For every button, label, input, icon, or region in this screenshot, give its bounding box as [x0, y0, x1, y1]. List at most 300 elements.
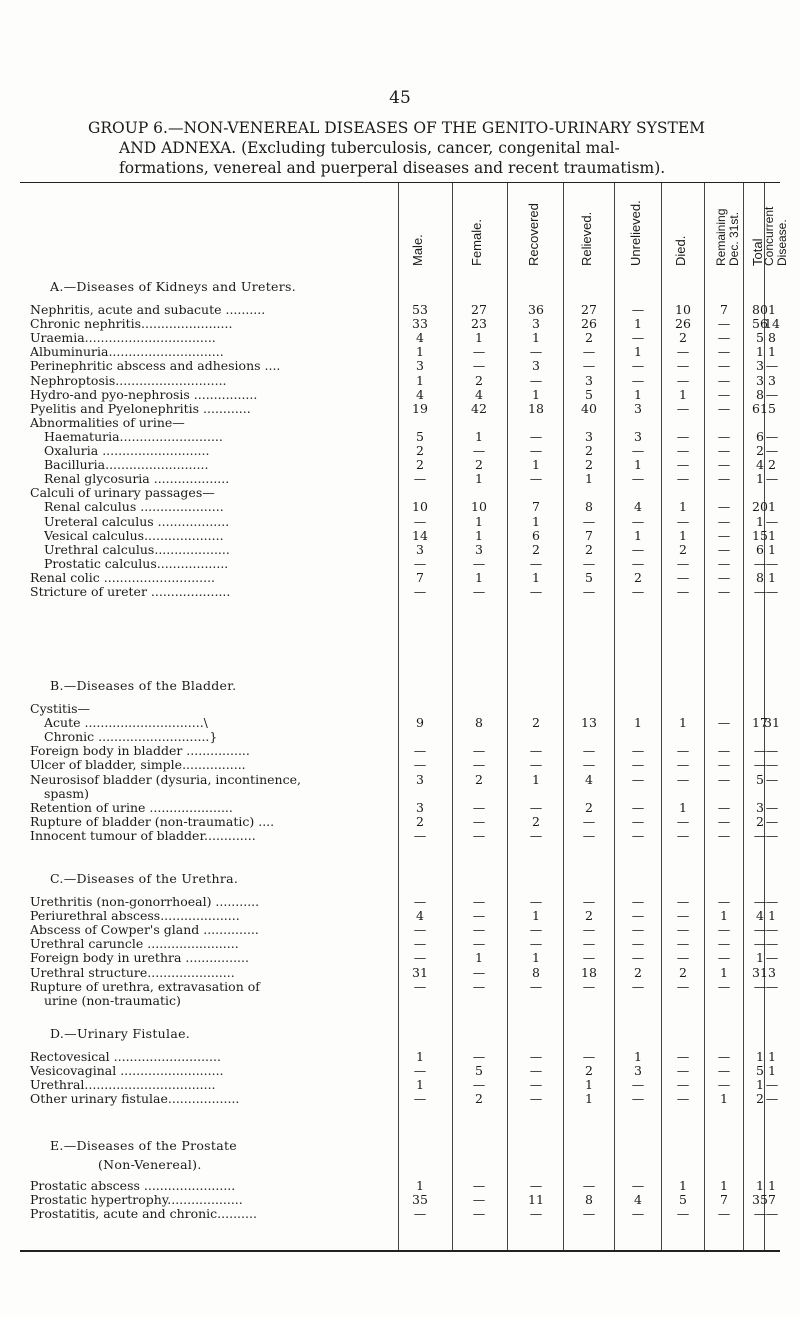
table-cell: 2 — [416, 813, 424, 829]
table-cell: 23 — [471, 316, 487, 332]
row-label: Urethritis (non-gonorrhoeal) ........... — [30, 895, 260, 909]
table-cell: — — [472, 555, 486, 571]
column-header: Female. — [469, 219, 484, 266]
table-cell: 10 — [471, 499, 487, 515]
table-cell: — — [529, 894, 543, 909]
table-cell: 1 — [634, 1049, 642, 1064]
table-cell: — — [631, 936, 645, 952]
table-cell: 1 — [475, 950, 483, 966]
table-cell: — — [765, 799, 779, 815]
row-label: Neurosisof bladder (dysuria, incontinence, — [30, 772, 301, 787]
table-cell: — — [717, 428, 731, 444]
table-cell: 3 — [532, 358, 540, 374]
row-label: Perinephritic abscess and adhesions .... — [30, 359, 281, 374]
table-cell: — — [631, 978, 645, 994]
table-cell: 1 — [475, 471, 483, 487]
column-header: Total — [750, 238, 765, 266]
table-cell: — — [676, 471, 690, 487]
table-cell: 1 — [768, 527, 776, 543]
table-cell: — — [631, 555, 645, 571]
title-line-1: GROUP 6.—NON-VENEREAL DISEASES OF THE GENITO-URINARY SYSTEM — [88, 119, 706, 137]
row-label: Ureteral calculus .................. — [44, 514, 230, 529]
table-cell: — — [529, 922, 543, 938]
table-cell: 1 — [768, 541, 776, 557]
table-cell: — — [472, 799, 486, 815]
table-cell: — — [582, 950, 596, 966]
column-header: Male. — [410, 234, 425, 266]
table-cell: 2 — [475, 771, 483, 787]
table-cell: 10 — [412, 499, 428, 515]
row-label: Foreign body in urethra ................ — [30, 951, 249, 966]
table-cell: — — [529, 1091, 543, 1107]
row-label: urine (non-traumatic) — [44, 993, 181, 1008]
table-cell: 1 — [585, 471, 593, 487]
table-cell: 11 — [528, 1192, 544, 1208]
row-label: Pyelitis and Pyelonephritis ............ — [30, 401, 251, 416]
table-cell: 2 — [585, 330, 593, 346]
table-cell: — — [717, 457, 731, 473]
table-cell: 6 — [756, 428, 764, 444]
table-cell: 1 — [532, 386, 540, 402]
table-cell: 20 — [752, 499, 768, 515]
table-cell: — — [753, 757, 767, 773]
table-cell: 31 — [752, 964, 768, 980]
table-cell: 7 — [768, 1192, 776, 1208]
section-heading: B.—Diseases of the Bladder. — [50, 678, 237, 693]
table-cell: 5 — [756, 330, 764, 346]
table-cell: 1 — [768, 499, 776, 515]
table-cell: 1 — [768, 302, 776, 317]
table-cell: 1 — [475, 513, 483, 529]
table-cell: — — [529, 372, 543, 388]
table-cell: — — [765, 743, 779, 759]
table-cell: — — [582, 743, 596, 759]
row-label: Vesical calculus.................... — [44, 528, 224, 543]
table-cell: — — [676, 344, 690, 360]
table-cell: — — [676, 513, 690, 529]
table-cell: — — [631, 1077, 645, 1093]
top-rule — [20, 182, 780, 183]
section-heading: E.—Diseases of the Prostate — [50, 1138, 237, 1153]
table-cell: 5 — [475, 1063, 483, 1079]
bottom-rule — [20, 1250, 780, 1252]
table-cell: — — [472, 813, 486, 829]
table-cell: — — [753, 555, 767, 571]
table-cell: 3 — [756, 799, 764, 815]
row-label: Renal colic ............................ — [30, 570, 216, 585]
table-cell: — — [582, 1206, 596, 1222]
table-cell: 8 — [756, 569, 764, 585]
table-cell: — — [529, 1063, 543, 1079]
table-cell: — — [717, 555, 731, 571]
table-cell: 13 — [581, 715, 597, 731]
table-cell: — — [413, 1091, 427, 1107]
table-cell: 8 — [585, 499, 593, 515]
row-label: Urethral caruncle ....................... — [30, 937, 239, 952]
table-cell: — — [765, 584, 779, 599]
table-cell: — — [472, 908, 486, 924]
column-separator — [507, 183, 508, 1250]
table-cell: — — [631, 471, 645, 487]
table-cell: — — [472, 584, 486, 599]
table-cell: — — [676, 1049, 690, 1064]
table-cell: — — [717, 715, 731, 731]
table-cell: — — [717, 1077, 731, 1093]
table-cell: — — [529, 443, 543, 458]
table-cell: — — [631, 813, 645, 829]
table-cell: 4 — [756, 457, 764, 473]
table-cell: — — [582, 922, 596, 938]
table-cell: — — [676, 400, 690, 416]
table-cell: 2 — [756, 813, 764, 829]
table-cell: 2 — [416, 457, 424, 473]
table-cell: — — [413, 894, 427, 909]
table-cell: 1 — [679, 386, 687, 402]
row-label: Retention of urine ..................... — [30, 800, 233, 815]
table-cell: — — [631, 330, 645, 346]
table-cell: 27 — [471, 302, 487, 317]
table-cell: 4 — [416, 386, 424, 402]
table-cell: — — [529, 428, 543, 444]
table-cell: — — [676, 428, 690, 444]
table-cell: — — [676, 358, 690, 374]
column-header: Relieved. — [579, 211, 594, 266]
column-separator — [452, 183, 453, 1250]
table-cell: 19 — [412, 400, 428, 416]
table-cell: 2 — [679, 964, 687, 980]
table-cell: — — [676, 1091, 690, 1107]
row-label: Albuminuria............................. — [30, 345, 224, 360]
row-label: Prostatitis, acute and chronic.......... — [30, 1207, 257, 1222]
table-cell: 10 — [675, 302, 691, 317]
section-heading: C.—Diseases of the Urethra. — [50, 871, 239, 886]
row-label: Chronic nephritis....................... — [30, 317, 233, 332]
table-cell: — — [631, 513, 645, 529]
table-cell: — — [582, 513, 596, 529]
table-cell: — — [413, 950, 427, 966]
table-cell: 8 — [475, 715, 483, 731]
table-cell: 1 — [634, 457, 642, 473]
table-cell: — — [717, 443, 731, 458]
table-cell: — — [765, 428, 779, 444]
row-label: Ulcer of bladder, simple................ — [30, 758, 246, 773]
table-cell: 42 — [471, 400, 487, 416]
table-cell: 1 — [585, 1077, 593, 1093]
row-label: Stricture of ureter .................... — [30, 585, 231, 599]
page-title — [88, 118, 788, 178]
table-cell: 33 — [412, 316, 428, 332]
table-cell: 1 — [768, 344, 776, 360]
row-label: Renal glycosuria ................... — [44, 472, 230, 487]
table-cell: — — [765, 555, 779, 571]
table-cell: — — [529, 584, 543, 599]
table-cell: 2 — [585, 1063, 593, 1079]
table-cell: 1 — [756, 1049, 764, 1064]
table-cell: 40 — [581, 400, 597, 416]
table-cell: — — [631, 743, 645, 759]
row-label: Bacilluria.......................... — [44, 458, 209, 473]
table-cell: — — [765, 950, 779, 966]
row-label: Renal calculus ..................... — [44, 500, 224, 515]
table-cell: 1 — [475, 569, 483, 585]
table-cell: 3 — [475, 541, 483, 557]
table-cell: 1 — [679, 715, 687, 731]
table-cell: — — [765, 443, 779, 458]
row-label: Prostatic hypertrophy................... — [30, 1193, 243, 1208]
section-heading: A.—Diseases of Kidneys and Ureters. — [50, 279, 297, 294]
row-label: Urethral calculus................... — [44, 542, 230, 557]
table-cell: — — [676, 813, 690, 829]
table-cell: — — [717, 894, 731, 909]
table-cell: 5 — [679, 1192, 687, 1208]
table-cell: — — [753, 827, 767, 843]
table-cell: — — [529, 743, 543, 759]
table-cell: 1 — [416, 1077, 424, 1093]
table-cell: 1 — [634, 527, 642, 543]
row-label: Rupture of urethra, extravasation of — [30, 979, 260, 994]
table-cell: 5 — [756, 771, 764, 787]
table-cell: — — [413, 555, 427, 571]
table-cell: 1 — [756, 1178, 764, 1193]
table-cell: — — [717, 372, 731, 388]
table-cell: — — [717, 316, 731, 332]
table-cell: — — [631, 799, 645, 815]
table-cell: 7 — [720, 1192, 728, 1208]
table-cell: — — [753, 894, 767, 909]
section-heading: D.—Urinary Fistulae. — [50, 1026, 191, 1041]
table-cell: — — [717, 386, 731, 402]
table-cell: 7 — [585, 527, 593, 543]
row-label: Urethral structure...................... — [30, 965, 235, 980]
table-cell: — — [717, 527, 731, 543]
table-cell: — — [717, 541, 731, 557]
table-cell: — — [676, 908, 690, 924]
table-cell: — — [472, 757, 486, 773]
table-cell: — — [631, 584, 645, 599]
table-cell: 3 — [634, 1063, 642, 1079]
table-cell: — — [472, 1049, 486, 1064]
table-cell: 3 — [532, 316, 540, 332]
table-cell: — — [529, 1049, 543, 1064]
table-cell: — — [765, 513, 779, 529]
table-cell: — — [472, 1192, 486, 1208]
table-cell: — — [472, 1077, 486, 1093]
table-cell: — — [631, 1091, 645, 1107]
table-cell: — — [717, 743, 731, 759]
table-cell: — — [676, 1063, 690, 1079]
row-label: Foreign body in bladder ................ — [30, 744, 250, 759]
table-cell: — — [717, 978, 731, 994]
table-cell: 1 — [532, 908, 540, 924]
table-cell: 2 — [585, 799, 593, 815]
table-cell: — — [717, 1206, 731, 1222]
table-cell: 4 — [634, 499, 642, 515]
table-cell: — — [631, 372, 645, 388]
table-cell: 1 — [634, 316, 642, 332]
table-cell: 1 — [475, 428, 483, 444]
table-cell: — — [413, 513, 427, 529]
row-label: Other urinary fistulae.................. — [30, 1092, 240, 1107]
table-cell: 56 — [752, 316, 768, 332]
table-cell: 1 — [532, 513, 540, 529]
table-cell: 14 — [764, 316, 780, 332]
row-label: Uraemia................................. — [30, 331, 216, 346]
table-cell: — — [529, 1077, 543, 1093]
table-cell: 1 — [756, 1077, 764, 1093]
table-cell: — — [413, 1063, 427, 1079]
table-cell: 5 — [585, 386, 593, 402]
table-cell: — — [676, 978, 690, 994]
table-cell: — — [676, 922, 690, 938]
table-cell: — — [717, 827, 731, 843]
table-cell: — — [717, 813, 731, 829]
table-cell: 2 — [679, 330, 687, 346]
table-cell: 3 — [416, 358, 424, 374]
table-cell: — — [717, 358, 731, 374]
table-cell: — — [472, 1178, 486, 1193]
table-cell: — — [631, 894, 645, 909]
table-cell: — — [582, 827, 596, 843]
column-header: Unrelieved. — [628, 200, 643, 266]
table-cell: 2 — [756, 443, 764, 458]
table-cell: 4 — [634, 1192, 642, 1208]
row-label: Abscess of Cowper's gland .............. — [30, 923, 259, 938]
table-cell: 36 — [528, 302, 544, 317]
table-cell: — — [582, 1178, 596, 1193]
table-cell: — — [631, 358, 645, 374]
row-label: Nephritis, acute and subacute .......... — [30, 303, 266, 317]
table-cell: — — [472, 743, 486, 759]
table-cell: — — [472, 894, 486, 909]
table-cell: 3 — [634, 428, 642, 444]
table-cell: — — [413, 922, 427, 938]
table-cell: 1 — [679, 1178, 687, 1193]
table-cell: — — [472, 936, 486, 952]
table-cell: — — [631, 443, 645, 458]
table-cell: 1 — [475, 527, 483, 543]
table-cell: 3 — [756, 358, 764, 374]
table-cell: 1 — [720, 908, 728, 924]
table-cell: — — [753, 1206, 767, 1222]
table-cell: — — [529, 344, 543, 360]
table-cell: — — [529, 555, 543, 571]
table-cell: — — [582, 813, 596, 829]
row-label: Oxaluria ........................... — [44, 444, 210, 458]
table-cell: — — [529, 757, 543, 773]
table-cell: 1 — [768, 1178, 776, 1193]
table-cell: 4 — [475, 386, 483, 402]
table-cell: 3 — [416, 541, 424, 557]
table-cell: — — [472, 344, 486, 360]
table-cell: 5 — [416, 428, 424, 444]
table-cell: 14 — [412, 527, 428, 543]
table-cell: 2 — [532, 715, 540, 731]
row-label: Vesicovaginal .......................... — [30, 1064, 224, 1079]
row-label: Rectovesical ........................... — [30, 1050, 221, 1064]
table-cell: 1 — [532, 457, 540, 473]
table-cell: — — [676, 771, 690, 787]
table-cell: — — [676, 555, 690, 571]
table-cell: — — [676, 757, 690, 773]
table-cell: 2 — [532, 813, 540, 829]
table-cell: 2 — [475, 1091, 483, 1107]
table-cell: — — [765, 386, 779, 402]
table-cell: — — [529, 799, 543, 815]
table-cell: 35 — [412, 1192, 428, 1208]
table-cell: — — [676, 950, 690, 966]
table-cell: 80 — [752, 302, 768, 317]
table-cell: — — [765, 813, 779, 829]
table-cell: — — [753, 584, 767, 599]
table-cell: 2 — [634, 569, 642, 585]
row-label: Acute ..............................\ — [44, 716, 208, 731]
table-cell: 2 — [532, 541, 540, 557]
table-cell: — — [413, 757, 427, 773]
table-cell: — — [765, 771, 779, 787]
table-cell: — — [631, 757, 645, 773]
table-cell: 61 — [752, 400, 768, 416]
table-cell: — — [582, 894, 596, 909]
table-cell: — — [631, 1206, 645, 1222]
table-cell: — — [529, 471, 543, 487]
title-line-3: formations, venereal and puerperal diseases and recent traumatism). — [119, 159, 666, 177]
table-cell: — — [472, 358, 486, 374]
table-cell: — — [582, 757, 596, 773]
table-cell: 1 — [634, 386, 642, 402]
table-cell: — — [472, 1206, 486, 1222]
table-cell: 2 — [475, 457, 483, 473]
column-separator — [614, 183, 615, 1250]
table-cell: — — [472, 443, 486, 458]
table-cell: — — [765, 471, 779, 487]
table-cell: — — [717, 771, 731, 787]
row-label: Haematuria.......................... — [44, 429, 223, 444]
table-cell: — — [413, 471, 427, 487]
table-cell: 1 — [416, 372, 424, 388]
table-cell: — — [765, 1206, 779, 1222]
table-cell: — — [582, 555, 596, 571]
table-cell: — — [582, 978, 596, 994]
row-label: Urethral................................. — [30, 1078, 216, 1093]
table-cell: — — [717, 513, 731, 529]
table-cell: 7 — [416, 569, 424, 585]
table-cell: 7 — [720, 302, 728, 317]
table-cell: 1 — [532, 950, 540, 966]
table-cell: — — [717, 471, 731, 487]
table-cell: 3 — [416, 771, 424, 787]
table-cell: 35 — [752, 1192, 768, 1208]
row-label: spasm) — [44, 786, 90, 801]
row-label: Abnormalities of urine— — [30, 415, 185, 430]
table-cell: 1 — [585, 1091, 593, 1107]
column-header: Recovered — [526, 203, 541, 266]
table-cell: — — [717, 400, 731, 416]
table-cell: — — [676, 894, 690, 909]
table-cell: — — [582, 936, 596, 952]
table-cell: — — [529, 936, 543, 952]
table-cell: — — [717, 936, 731, 952]
table-cell: — — [753, 936, 767, 952]
column-separator — [661, 183, 662, 1250]
table-cell: — — [765, 894, 779, 909]
table-cell: 1 — [634, 344, 642, 360]
table-cell: 1 — [720, 1178, 728, 1193]
table-cell: — — [472, 964, 486, 980]
table-cell: 1 — [532, 569, 540, 585]
table-cell: — — [631, 827, 645, 843]
row-label: Rupture of bladder (non-traumatic) .... — [30, 814, 275, 829]
table-cell: — — [631, 541, 645, 557]
